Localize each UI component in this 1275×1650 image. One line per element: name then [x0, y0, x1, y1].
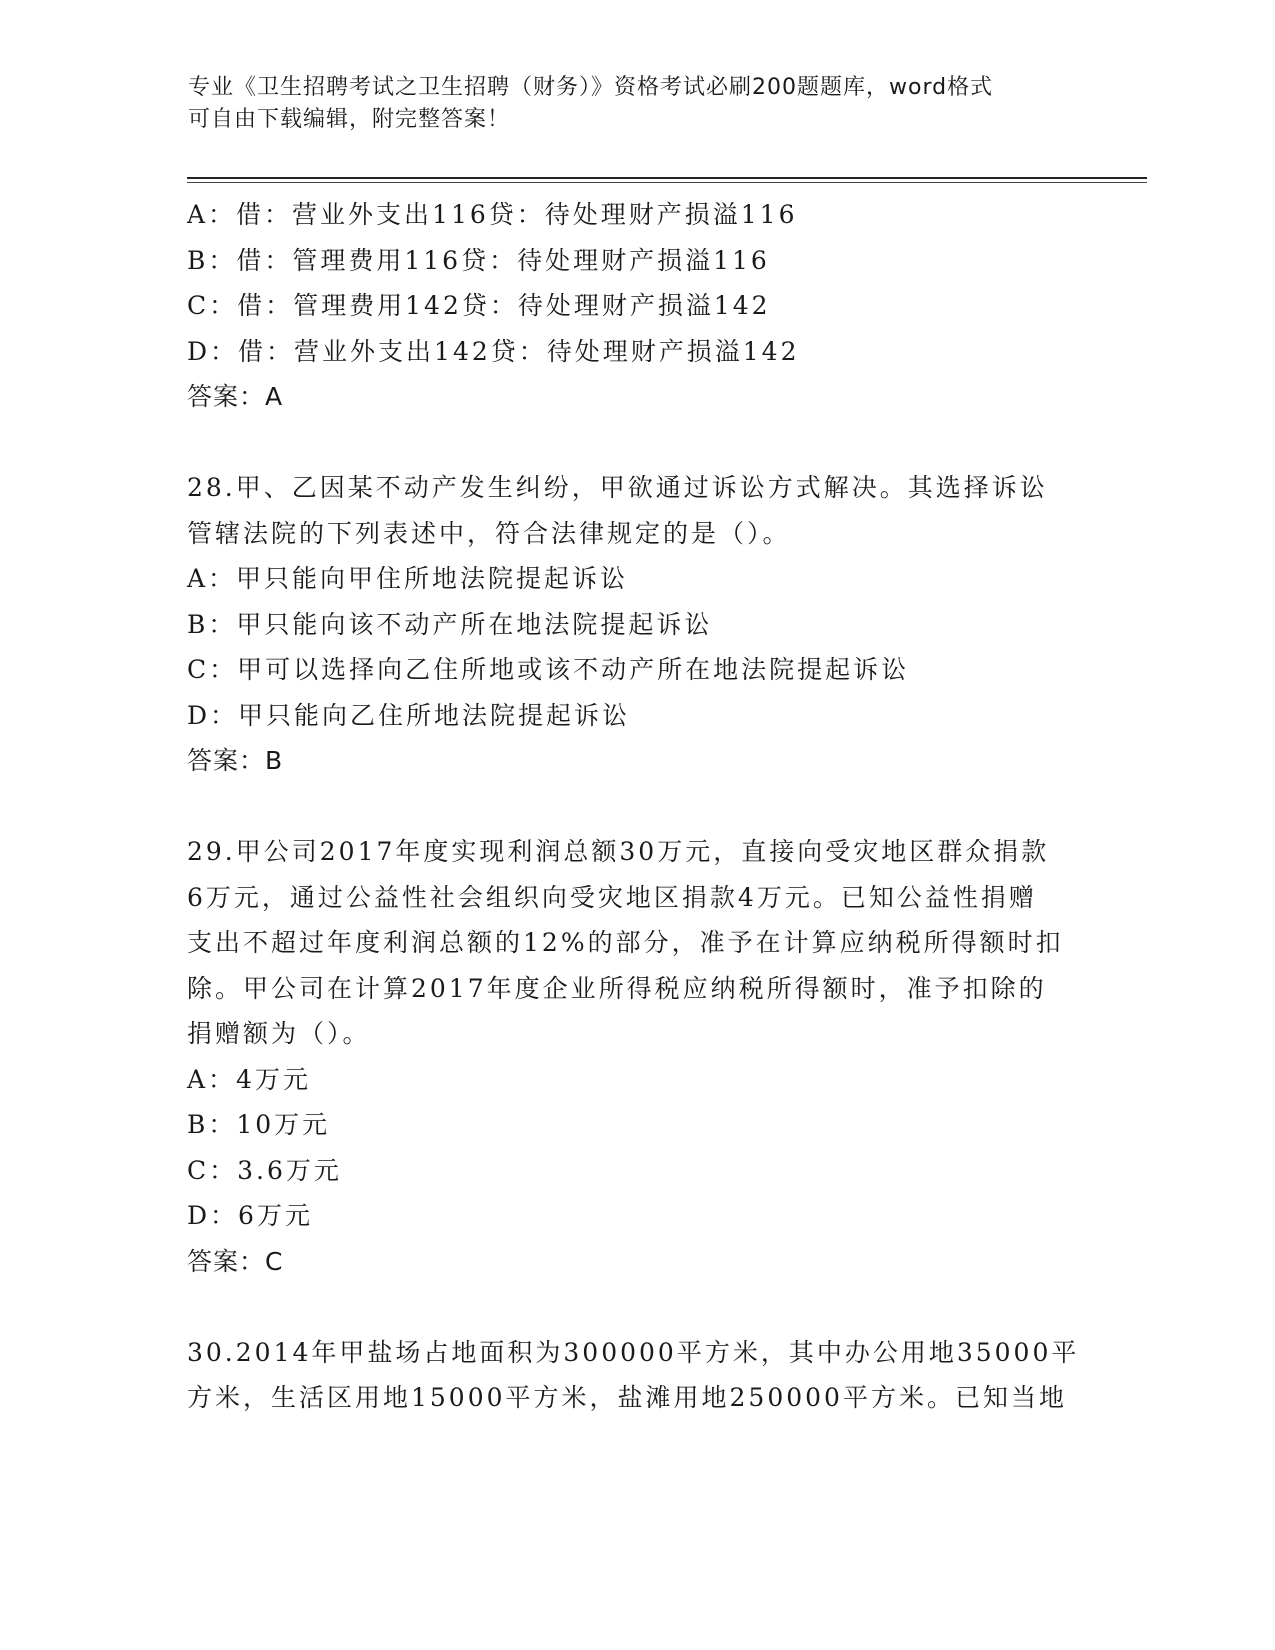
q28-stem-line-2: 管辖法院的下列表述中，符合法律规定的是（）。	[187, 518, 791, 548]
q27-option-d: D：借：营业外支出142贷：待处理财产损溢142	[187, 336, 800, 366]
question-27	[187, 192, 1087, 420]
q29-stem-line-2: 6万元，通过公益性社会组织向受灾地区捐款4万元。已知公益性捐赠	[187, 882, 1037, 912]
q30-stem-line-1: 30.2014年甲盐场占地面积为300000平方米，其中办公用地35000平	[187, 1337, 1080, 1367]
spacer	[187, 420, 1087, 466]
question-content	[187, 192, 1087, 1421]
q29-stem-line-3: 支出不超过年度利润总额的12%的部分，准予在计算应纳税所得额时扣	[187, 928, 1064, 957]
question-30	[187, 1330, 1087, 1421]
q29-option-d: D：6万元	[187, 1201, 313, 1230]
q30-stem-line-2: 方米，生活区用地15000平方米，盐滩用地250000平方米。已知当地	[187, 1383, 1067, 1412]
q29-stem-line-5: 捐赠额为（）。	[187, 1019, 371, 1048]
question-28	[187, 465, 1087, 784]
q29-stem-line-1: 29.甲公司2017年度实现利润总额30万元，直接向受灾地区群众捐款	[187, 837, 1050, 866]
q28-stem-line-1: 28.甲、乙因某不动产发生纠纷，甲欲通过诉讼方式解决。其选择诉讼	[187, 473, 1048, 502]
header-title-line-2: 可自由下载编辑，附完整答案！	[188, 107, 511, 132]
q27-answer: 答案：A	[187, 382, 284, 411]
q29-answer: 答案：C	[187, 1246, 284, 1276]
spacer	[187, 784, 1087, 830]
header-divider-thick	[187, 177, 1147, 179]
document-header	[188, 72, 1088, 136]
q29-option-b: B：10万元	[187, 1110, 331, 1139]
q29-option-a: A：4万元	[187, 1064, 311, 1094]
q29-stem-line-4: 除。甲公司在计算2017年度企业所得税应纳税所得额时，准予扣除的	[187, 973, 1047, 1003]
q28-answer: 答案：B	[187, 746, 284, 775]
q28-option-a: A：甲只能向甲住所地法院提起诉讼	[187, 564, 629, 593]
q27-option-c: C：借：管理费用142贷：待处理财产损溢142	[187, 291, 771, 320]
spacer	[187, 1284, 1087, 1330]
q29-option-c: C：3.6万元	[187, 1155, 342, 1185]
q27-option-a: A：借：营业外支出116贷：待处理财产损溢116	[187, 200, 798, 229]
header-divider-thin	[187, 182, 1147, 183]
q28-option-c: C：甲可以选择向乙住所地或该不动产所在地法院提起诉讼	[187, 655, 910, 684]
q27-option-b: B：借：管理费用116贷：待处理财产损溢116	[187, 245, 770, 275]
header-title-line-1: 专业《卫生招聘考试之卫生招聘（财务）》资格考试必刷200题题库，word格式	[188, 75, 994, 100]
question-29	[187, 829, 1087, 1284]
q28-option-b: B：甲只能向该不动产所在地法院提起诉讼	[187, 609, 713, 639]
q28-option-d: D：甲只能向乙住所地法院提起诉讼	[187, 700, 631, 730]
